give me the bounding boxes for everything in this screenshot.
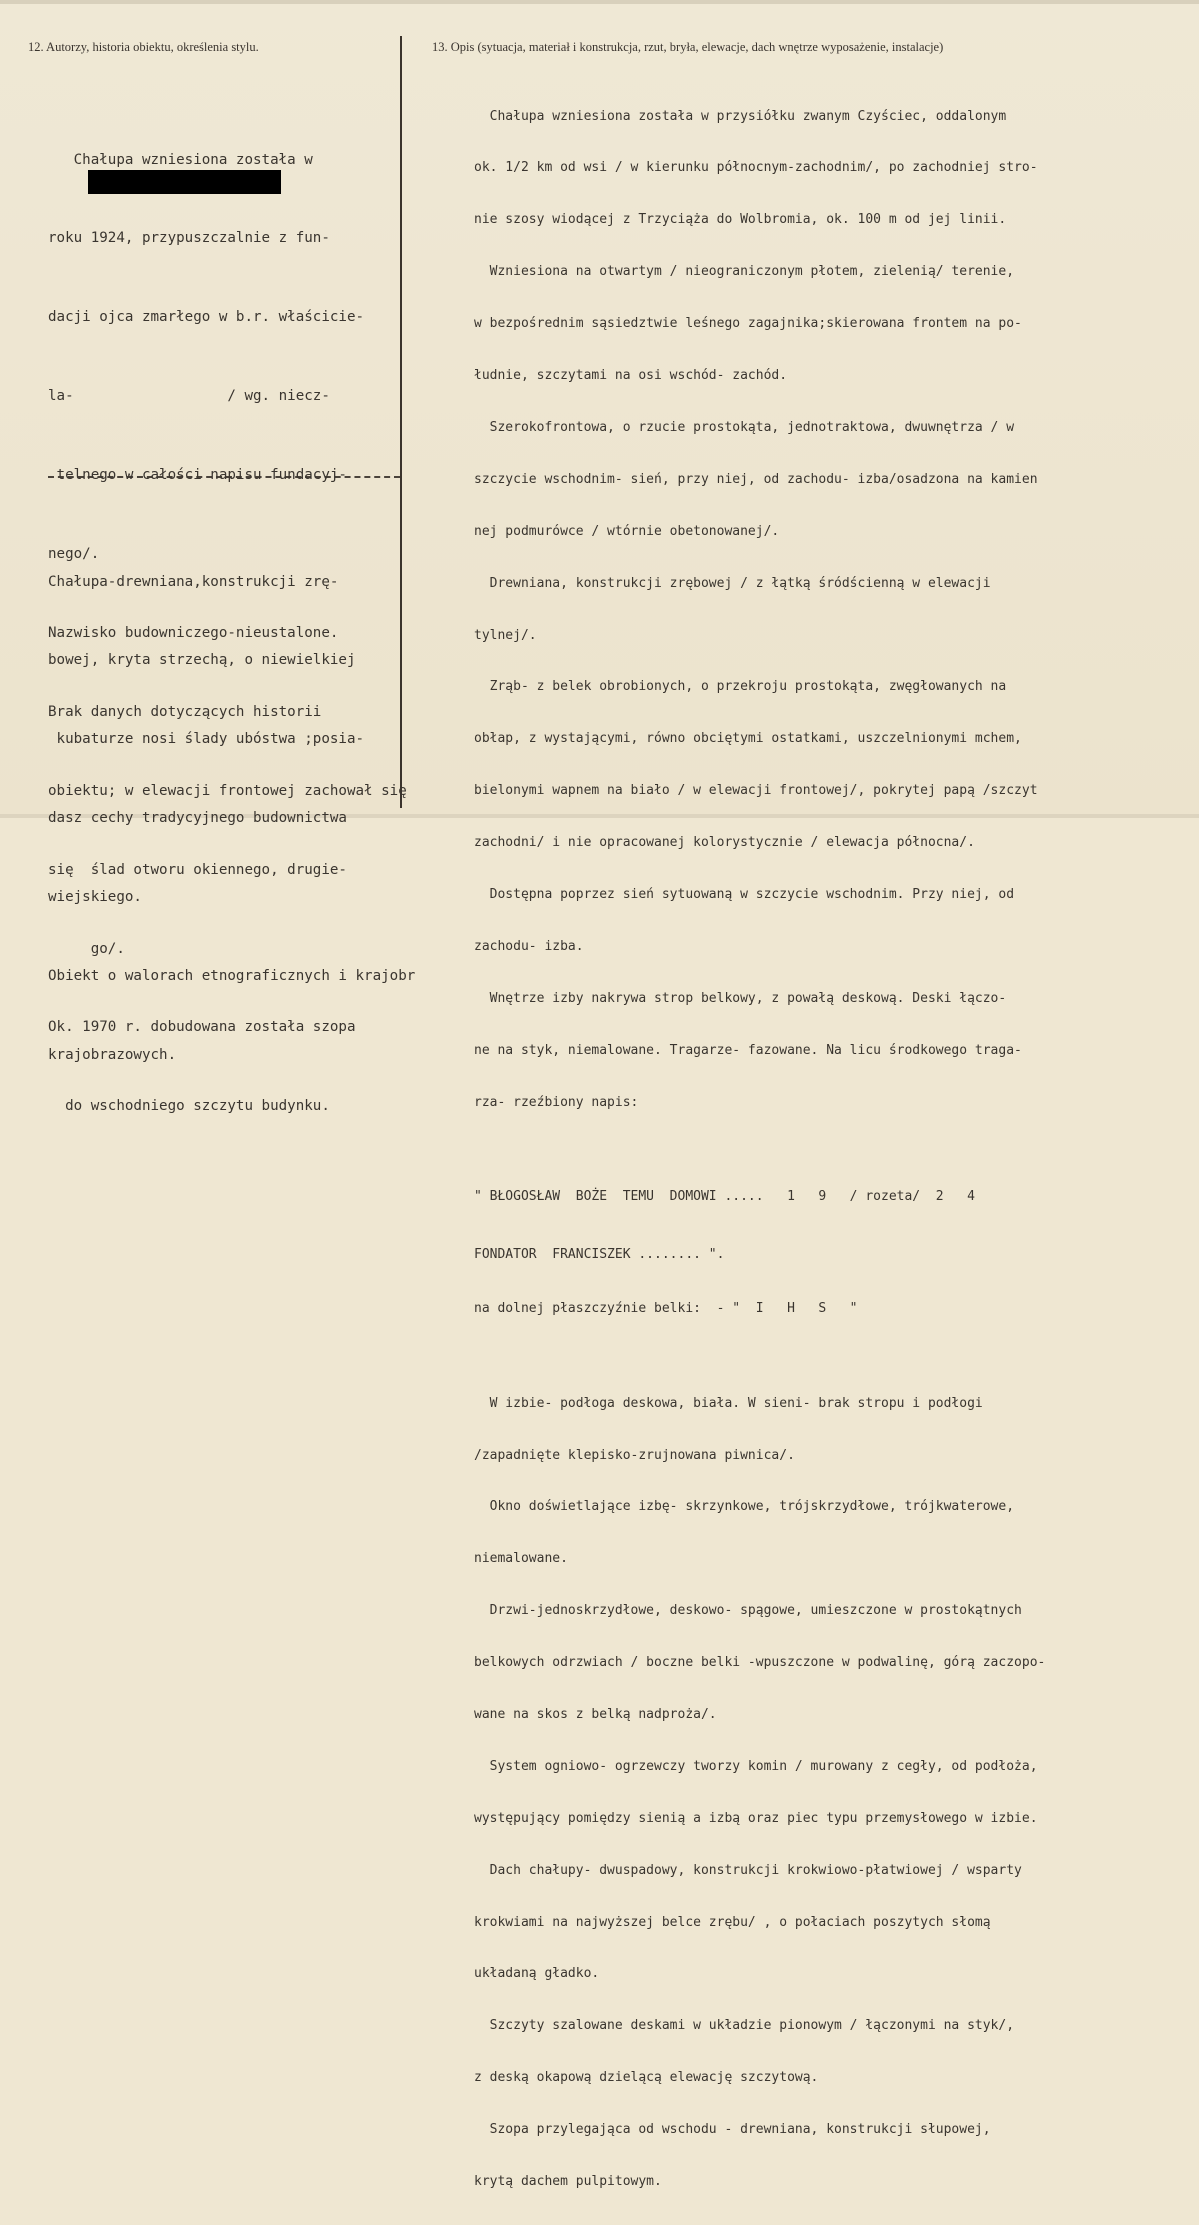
text-line: występujący pomiędzy sienią a izbą oraz piec typu przemysłowego w izbie. bbox=[474, 1810, 1038, 1826]
text-line: zachodni/ i nie opracowanej kolorystycznie / elewacja północna/. bbox=[474, 835, 975, 851]
text-line: ok. 1/2 km od wsi / w kierunku północnym-zachodnim/, po zachodniej stro- bbox=[474, 160, 1038, 176]
text-line: Chałupa-drewniana,konstrukcji zrę- bbox=[48, 573, 339, 590]
text-line: roku 1924, przypuszczalnie z fun- bbox=[48, 230, 330, 247]
section-12-header: 12. Autorzy, historia obiektu, określenia stylu. bbox=[28, 40, 259, 54]
text-line: Obiekt o walorach etnograficznych i krajobr bbox=[48, 968, 416, 985]
redaction-bar bbox=[88, 170, 281, 194]
text-line: Dostępna poprzez sień sytuowaną w szczycie wschodnim. Przy niej, od bbox=[474, 886, 1015, 902]
text-line: Drewniana, konstrukcji zrębowej / z łątką śródścienną w elewacji bbox=[474, 575, 991, 591]
text-line: krajobrazowych. bbox=[48, 1046, 177, 1063]
text-line: Dach chałupy- dwuspadowy, konstrukcji krokwiowo-płatwiowej / wsparty bbox=[474, 1862, 1022, 1878]
text-line: kubaturze nosi ślady ubóstwa ;posia- bbox=[48, 731, 365, 748]
inscription-line: " BŁOGOSŁAW BOŻE TEMU DOMOWI ..... 1 9 / rozeta/ 2 4 bbox=[474, 1189, 975, 1204]
text-line: dasz cechy tradycyjnego budownictwa bbox=[48, 810, 347, 827]
text-line: obiektu; w elewacji frontowej zachował się bbox=[48, 782, 407, 799]
inscription-line: FONDATOR FRANCISZEK ........ ". bbox=[474, 1246, 725, 1262]
text-line: la- / wg. niecz- bbox=[48, 388, 330, 405]
text-line: nie szosy wiodącej z Trzyciąża do Wolbromia, ok. 100 m od jej linii. bbox=[474, 212, 1007, 228]
text-line: niemalowane. bbox=[474, 1551, 568, 1567]
text-line: Szczyty szalowane deskami w układzie pionowym / łączonymi na styk/, bbox=[474, 2018, 1015, 2034]
text-line: Drzwi-jednoskrzydłowe, deskowo- spągowe, umieszczone w prostokątnych bbox=[474, 1603, 1022, 1619]
text-line: Ok. 1970 r. dobudowana została szopa bbox=[48, 1019, 356, 1036]
text-line: zachodu- izba. bbox=[474, 938, 584, 954]
text-line: Szerokofrontowa, o rzucie prostokąta, jednotraktowa, dwuwnętrza / w bbox=[474, 419, 1015, 435]
style-text bbox=[48, 516, 415, 1121]
text-line: obłap, z wystającymi, równo obciętymi ostatkami, uszczelnionymi mchem, bbox=[474, 731, 1022, 747]
text-line: nego/. bbox=[48, 546, 100, 563]
text-line: System ogniowo- ogrzewczy tworzy komin / murowany z cegły, od podłoża, bbox=[474, 1758, 1038, 1774]
text-line: Wzniesiona na otwartym / nieograniczonym płotem, zielenią/ terenie, bbox=[474, 264, 1015, 280]
inscription-line: na dolnej płaszczyźnie belki: - " I H S " bbox=[474, 1301, 858, 1317]
text-line: się ślad otworu okiennego, drugie- bbox=[48, 861, 347, 878]
text-line: z deską okapową dzielącą elewację szczytową. bbox=[474, 2070, 819, 2086]
text-line: krytą dachem pulpitowym. bbox=[474, 2174, 662, 2190]
text-line: nej podmurówce / wtórnie obetonowanej/. bbox=[474, 523, 780, 539]
text-line: do wschodniego szczytu budynku. bbox=[48, 1098, 330, 1115]
text-line: Wnętrze izby nakrywa strop belkowy, z powałą deskową. Deski łączo- bbox=[474, 990, 1007, 1006]
description-text bbox=[474, 73, 1045, 2225]
text-line: wiejskiego. bbox=[48, 889, 142, 906]
text-line: telnego w całości napisu fundacyj- bbox=[48, 467, 347, 484]
text-line: bielonymi wapnem na biało / w elewacji frontowej/, pokrytej papą /szczyt bbox=[474, 783, 1038, 799]
text-line: belkowych odrzwiach / boczne belki -wpuszczone w podwalinę, górą zaczopo- bbox=[474, 1655, 1046, 1671]
text-line: Nazwisko budowniczego-nieustalone. bbox=[48, 624, 339, 641]
text-line: Chałupa wzniesiona została w przysiółku zwanym Czyściec, oddalonym bbox=[474, 108, 1007, 124]
text-line: Chałupa wzniesiona została w bbox=[48, 151, 313, 168]
text-line: łudnie, szczytami na osi wschód- zachód. bbox=[474, 368, 788, 384]
text-line: /zapadnięte klepisko-zrujnowana piwnica/. bbox=[474, 1447, 795, 1463]
text-line: krokwiami na najwyższej belce zrębu/ , o połaciach poszytych słomą bbox=[474, 1914, 991, 1930]
text-line: dacji ojca zmarłego w b.r. właścicie- bbox=[48, 309, 365, 326]
text-line: W izbie- podłoga deskowa, biała. W sieni- brak stropu i podłogi bbox=[474, 1395, 983, 1411]
text-line: układaną gładko. bbox=[474, 1966, 600, 1982]
text-line: wane na skos z belką nadproża/. bbox=[474, 1707, 717, 1723]
section-13-header: 13. Opis (sytuacja, materiał i konstrukcja, rzut, bryła, elewacje, dach wnętrze wyposażenie, instalacje) bbox=[432, 40, 944, 54]
text-line: go/. bbox=[48, 940, 125, 957]
text-line: szczycie wschodnim- sień, przy niej, od zachodu- izba/osadzona na kamien bbox=[474, 471, 1038, 487]
text-line: Okno doświetlające izbę- skrzynkowe, trójskrzydłowe, trójkwaterowe, bbox=[474, 1499, 1015, 1515]
text-line: ne na styk, niemalowane. Tragarze- fazowane. Na licu środkowego traga- bbox=[474, 1042, 1022, 1058]
text-line: Szopa przylegająca od wschodu - drewniana, konstrukcji słupowej, bbox=[474, 2122, 991, 2138]
text-line: rza- rzeźbiony napis: bbox=[474, 1094, 639, 1110]
text-line: Zrąb- z belek obrobionych, o przekroju prostokąta, zwęgłowanych na bbox=[474, 679, 1007, 695]
text-line: Brak danych dotyczących historii bbox=[48, 703, 322, 720]
page-top-edge bbox=[0, 0, 1199, 4]
text-line: bowej, kryta strzechą, o niewielkiej bbox=[48, 652, 356, 669]
text-line: w bezpośrednim sąsiedztwie leśnego zagajnika;skierowana frontem na po- bbox=[474, 316, 1022, 332]
text-line: tylnej/. bbox=[474, 627, 537, 643]
